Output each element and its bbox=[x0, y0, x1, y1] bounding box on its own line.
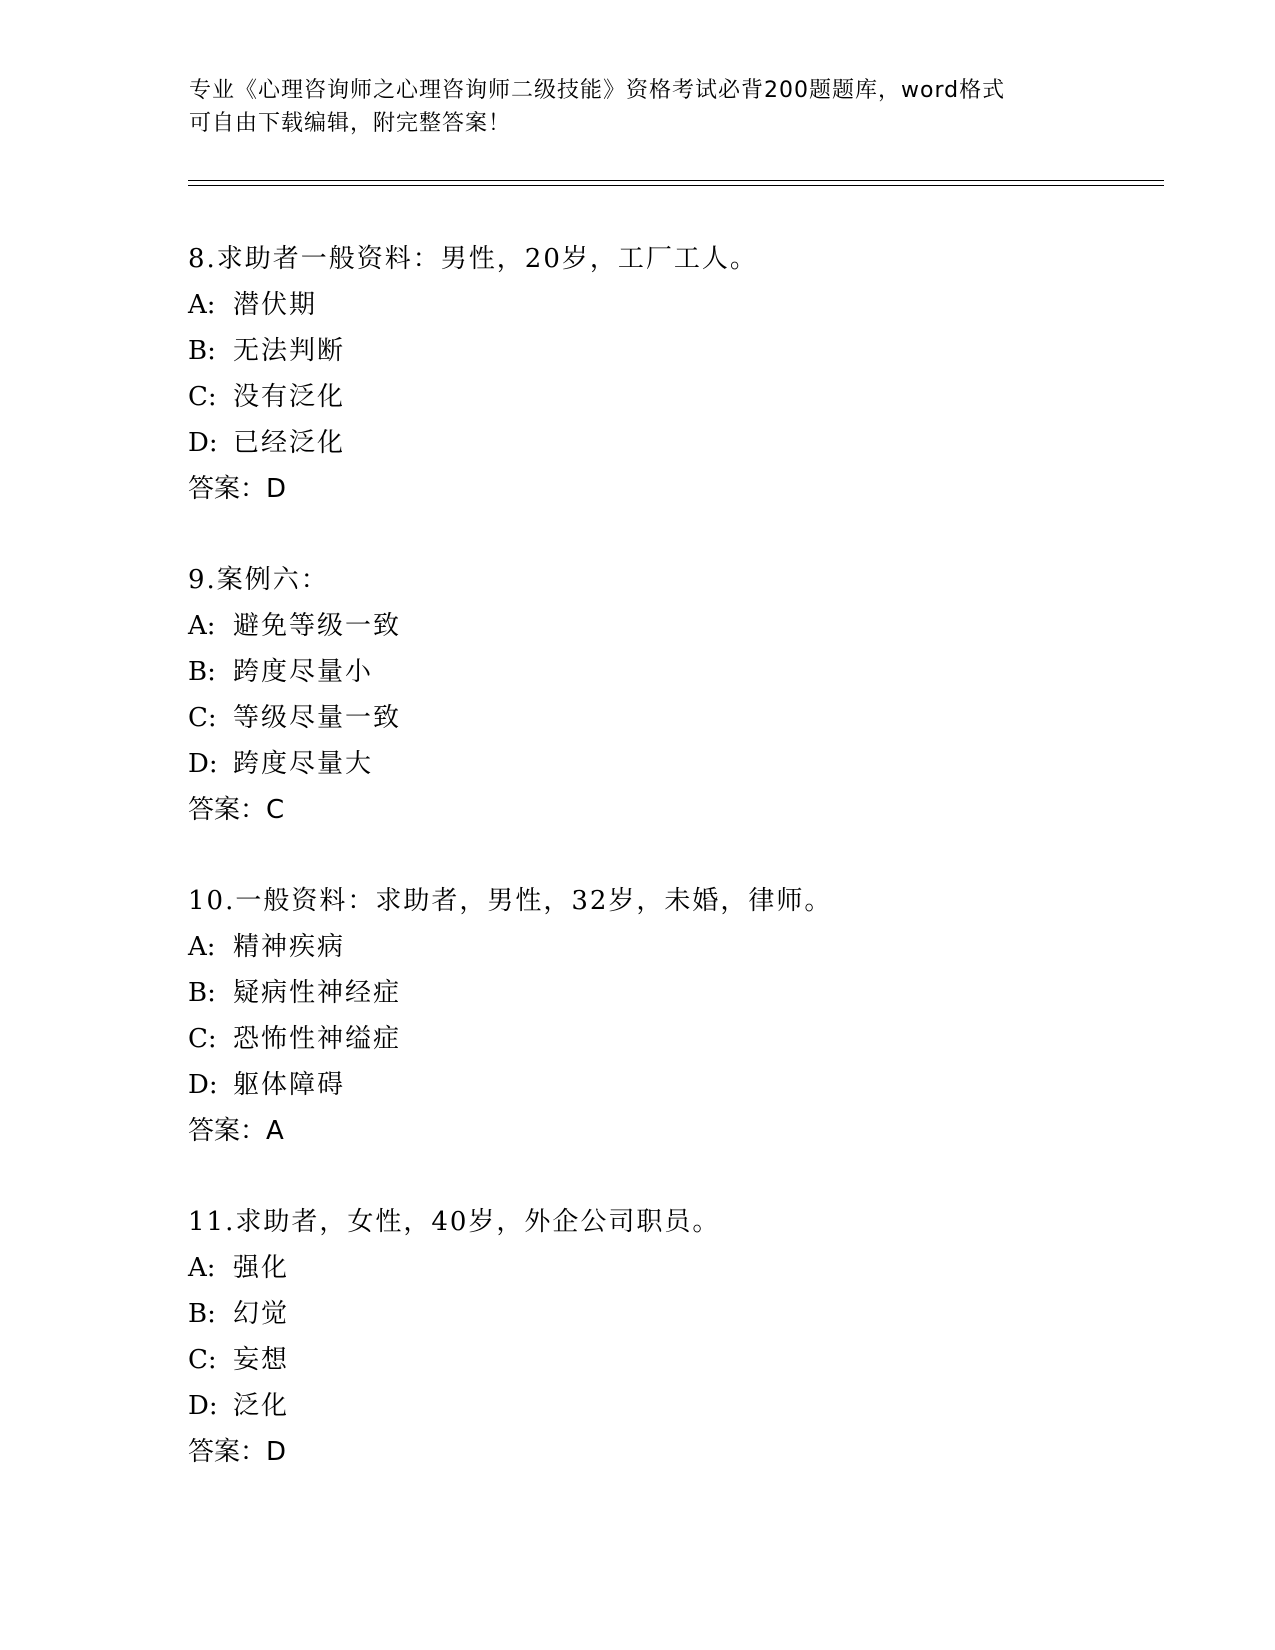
option-letter: B: bbox=[188, 978, 216, 1008]
option-letter: A: bbox=[188, 290, 216, 320]
option-letter: C: bbox=[188, 703, 217, 733]
option-letter: C: bbox=[188, 1345, 217, 1375]
option-letter: C: bbox=[188, 382, 217, 412]
option-text: 潜伏期 bbox=[233, 290, 318, 320]
answer-line: 答案：D bbox=[188, 474, 287, 504]
header-divider-bottom bbox=[188, 185, 1164, 186]
option-text: 幻觉 bbox=[233, 1299, 290, 1329]
option-letter: C: bbox=[188, 1024, 217, 1054]
option-letter: B: bbox=[188, 1299, 216, 1329]
option-c bbox=[188, 695, 1188, 741]
option-text: 躯体障碍 bbox=[233, 1070, 346, 1100]
option-text: 妄想 bbox=[233, 1345, 290, 1375]
option-text: 跨度尽量大 bbox=[233, 749, 374, 779]
option-text: 强化 bbox=[233, 1253, 290, 1283]
question-block bbox=[188, 878, 1188, 1154]
option-c bbox=[188, 1337, 1188, 1383]
option-d bbox=[188, 741, 1188, 787]
header-divider-top bbox=[188, 180, 1164, 181]
question-stem: 9.案例六： bbox=[188, 565, 329, 595]
option-a bbox=[188, 603, 1188, 649]
option-d bbox=[188, 420, 1188, 466]
option-letter: B: bbox=[188, 336, 216, 366]
question-stem: 11.求助者，女性，40岁，外企公司职员。 bbox=[188, 1207, 721, 1237]
option-text: 无法判断 bbox=[233, 336, 346, 366]
answer-line: 答案：D bbox=[188, 1437, 287, 1467]
answer-line: 答案：A bbox=[188, 1116, 284, 1146]
option-a bbox=[188, 924, 1188, 970]
option-b bbox=[188, 649, 1188, 695]
question-stem: 10.一般资料：求助者，男性，32岁，未婚，律师。 bbox=[188, 886, 833, 916]
option-text: 疑病性神经症 bbox=[233, 978, 402, 1008]
option-text: 精神疾病 bbox=[233, 932, 346, 962]
option-letter: D: bbox=[188, 428, 218, 458]
option-d bbox=[188, 1062, 1188, 1108]
question-block bbox=[188, 557, 1188, 833]
option-letter: A: bbox=[188, 611, 216, 641]
header-line-2: 可自由下载编辑，附完整答案！ bbox=[189, 111, 512, 136]
question-block bbox=[188, 236, 1188, 512]
question-stem: 8.求助者一般资料：男性，20岁，工厂工人。 bbox=[188, 244, 758, 274]
option-text: 泛化 bbox=[233, 1391, 290, 1421]
option-d bbox=[188, 1383, 1188, 1429]
option-text: 避免等级一致 bbox=[233, 611, 402, 641]
option-b bbox=[188, 328, 1188, 374]
option-text: 等级尽量一致 bbox=[233, 703, 402, 733]
answer-line: 答案：C bbox=[188, 795, 285, 825]
option-letter: B: bbox=[188, 657, 216, 687]
option-letter: D: bbox=[188, 749, 218, 779]
document-header bbox=[189, 74, 1089, 140]
option-letter: D: bbox=[188, 1070, 218, 1100]
option-text: 没有泛化 bbox=[233, 382, 346, 412]
header-line-1: 专业《心理咨询师之心理咨询师二级技能》资格考试必背200题题库，word格式 bbox=[189, 78, 1006, 103]
option-letter: A: bbox=[188, 1253, 216, 1283]
option-c bbox=[188, 374, 1188, 420]
option-text: 恐怖性神缢症 bbox=[233, 1024, 402, 1054]
option-text: 已经泛化 bbox=[233, 428, 346, 458]
option-c bbox=[188, 1016, 1188, 1062]
option-b bbox=[188, 1291, 1188, 1337]
option-letter: A: bbox=[188, 932, 216, 962]
option-text: 跨度尽量小 bbox=[233, 657, 374, 687]
option-b bbox=[188, 970, 1188, 1016]
option-letter: D: bbox=[188, 1391, 218, 1421]
option-a bbox=[188, 282, 1188, 328]
option-a bbox=[188, 1245, 1188, 1291]
question-block bbox=[188, 1199, 1188, 1475]
